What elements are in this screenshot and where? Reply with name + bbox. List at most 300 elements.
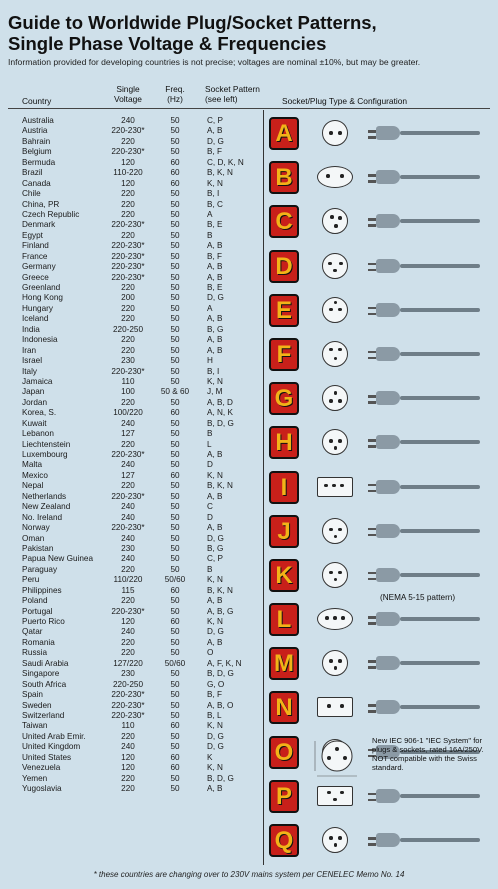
country-cell: United Arab Emir. [22,731,86,741]
pattern-cell: H [207,356,213,366]
voltage-cell: 220-230* [111,710,145,720]
voltage-cell: 240 [121,418,135,428]
country-cell: Qatar [22,627,43,637]
header-pattern: Socket Pattern (see left) [205,84,260,104]
socket-pin [338,528,342,532]
socket-pin [329,439,333,443]
voltage-cell: 220 [121,314,135,324]
type-letter-badge [269,250,299,283]
pattern-cell: D, G [207,731,224,741]
socket-icon [317,697,353,717]
frequency-cell: 50 [170,251,180,261]
country-cell: Brazil [22,168,43,178]
pattern-cell: B, I [207,366,220,376]
plug-cord [400,794,480,798]
plug-cord [400,264,480,268]
plug-prong [368,130,376,133]
type-letter: O [274,738,294,766]
frequency-cell: 50 [170,742,180,752]
table-row [0,732,262,742]
frequency-cell: 60 [170,178,180,188]
frequency-cell: 50/60 [164,575,186,585]
pattern-cell: K, N [207,470,223,480]
table-row [0,419,262,429]
plug-type-row [264,464,494,508]
frequency-cell: 50 [170,439,180,449]
type-letter: I [280,473,288,501]
country-cell: Oman [22,533,45,543]
country-cell: Denmark [22,220,56,230]
socket-pin [332,484,336,488]
frequency-cell: 50 [170,126,180,136]
frequency-cell: 50 [170,784,180,793]
voltage-cell: 220-230* [111,241,145,251]
country-cell: Pakistan [22,543,54,553]
plug-prong [368,616,376,619]
voltage-cell: 220 [121,481,135,491]
header-divider [8,108,490,109]
country-cell: Kuwait [22,418,47,428]
frequency-cell: 60 [170,752,180,762]
voltage-cell: 200 [121,293,135,303]
header-country: Country [22,96,52,106]
frequency-cell: 50 [170,147,180,157]
country-cell: Jamaica [22,376,53,386]
socket-pin [326,174,330,178]
plug-prong [368,572,376,575]
voltage-cell: 240 [121,742,135,752]
frequency-cell: 50 [170,491,180,501]
country-cell: Saudi Arabia [22,658,69,668]
plug-icon [376,829,486,851]
pattern-cell: A, B [207,335,223,345]
voltage-cell: 220 [121,439,135,449]
pattern-cell: B, D, G [207,418,234,428]
voltage-cell: 240 [121,512,135,522]
socket-pin [329,836,333,840]
plug-body [376,568,400,582]
socket-icon [322,518,348,544]
plug-body [376,656,400,670]
voltage-cell: 110-220 [113,168,143,178]
country-cell: Peru [22,575,40,585]
socket-pin [338,399,342,403]
country-cell: Germany [22,262,56,272]
table-row [0,335,262,345]
pattern-cell: A, B [207,345,223,355]
plug-prong [368,263,376,266]
table-row [0,429,262,439]
socket-pin [338,439,342,443]
type-letter-badge [269,205,299,238]
voltage-cell: 115 [121,585,135,595]
pattern-cell: B, F [207,690,223,700]
type-letter: C [275,208,293,236]
table-row [0,231,262,241]
pattern-cell: C, P [207,554,223,564]
frequency-cell: 50 [170,533,180,543]
voltage-cell: 220-230* [111,126,145,136]
table-row [0,356,262,366]
frequency-cell: 50 [170,324,180,334]
table-row [0,241,262,251]
plug-cord [400,219,480,223]
table-row [0,293,262,303]
pattern-cell: B [207,429,213,439]
socket-pin [329,659,333,663]
pattern-cell: A, B [207,272,223,282]
country-cell: India [22,324,40,334]
socket-icon [317,477,353,497]
voltage-cell: 220-230* [111,491,145,501]
voltage-cell: 220-230* [111,690,145,700]
frequency-cell: 50 [170,376,180,386]
plug-prong [368,395,376,398]
socket-pin [325,616,329,620]
plug-prong [368,799,376,802]
frequency-cell: 50 [170,429,180,439]
plug-body [376,170,400,184]
country-cell: Indonesia [22,335,58,345]
pattern-cell: A, B [207,523,223,533]
table-row [0,607,262,617]
pattern-cell: G, O [207,679,225,689]
table-row [0,346,262,356]
country-cell: Netherlands [22,491,67,501]
country-cell: Czech Republic [22,209,80,219]
type-letter-badge [269,824,299,857]
voltage-cell: 220-230* [111,450,145,459]
country-cell: Spain [22,690,43,700]
country-cell: Russia [22,648,48,658]
pattern-cell: B, C [207,199,223,209]
voltage-cell: 230 [121,669,135,679]
header-frequency: Freq. (Hz) [165,84,185,104]
pattern-cell: K, N [207,575,223,585]
plug-prong [368,578,376,581]
pattern-cell: B [207,230,213,240]
plug-type-row [264,375,494,419]
plug-body [376,700,400,714]
voltage-cell: 220 [121,283,135,292]
table-row [0,314,262,324]
pattern-cell: D, G [207,136,224,146]
voltage-cell: 220-230* [111,262,145,272]
socket-pin [340,704,344,708]
country-cell: Israel [22,356,43,366]
voltage-cell: 110 [121,721,135,731]
plug-prong [368,660,376,663]
type-letter: J [277,517,291,545]
frequency-cell: 50 [170,648,180,658]
header-types: Socket/Plug Type & Configuration [282,96,408,106]
voltage-cell: 220 [121,335,135,345]
voltage-cell: 240 [121,533,135,543]
plug-prong [368,351,376,354]
voltage-cell: 220 [121,773,135,783]
country-cell: China, PR [22,199,60,209]
table-row [0,168,262,178]
socket-pin [329,131,333,135]
pattern-cell: A, B [207,596,223,606]
frequency-cell: 50 [170,314,180,324]
type-letter-badge [269,117,299,150]
socket-pin [338,308,342,312]
plug-body [376,612,400,626]
voltage-cell: 120 [121,157,135,167]
type-letter-badge [269,294,299,327]
frequency-cell: 50 [170,397,180,407]
frequency-cell: 50 [170,564,180,574]
plug-icon [376,520,486,542]
country-cell: United Kingdom [22,742,81,752]
voltage-cell: 220-230* [111,523,145,533]
plug-type-row [264,596,494,640]
plug-body [376,303,400,317]
table-row [0,565,262,575]
socket-icon [322,297,348,323]
type-letter-badge [269,691,299,724]
pattern-cell: B, I [207,189,220,199]
socket-icon [322,827,348,853]
plug-type-row [264,419,494,463]
voltage-cell: 220-230* [111,606,145,616]
frequency-cell: 50 [170,356,180,366]
pattern-cell: A [207,209,213,219]
country-cell: Bahrain [22,136,51,146]
frequency-cell: 50 [170,460,180,470]
socket-icon [317,166,353,188]
frequency-cell: 60 [170,585,180,595]
plug-type-row [264,198,494,242]
pattern-cell: O [207,648,214,658]
frequency-cell: 50 [170,450,180,459]
frequency-cell: 50 [170,543,180,553]
voltage-cell: 220 [121,648,135,658]
plug-prong [368,180,376,183]
table-row [0,617,262,627]
subtitle: Information provided for developing countries is not precise; voltages are nominal ±10%, but may be greater. [8,57,421,67]
table-row [0,158,262,168]
frequency-cell: 50 [170,679,180,689]
voltage-cell: 220-250 [112,324,144,334]
plug-prong [368,445,376,448]
voltage-cell: 110 [121,376,135,386]
country-cell: Nepal [22,481,44,491]
country-cell: Greenland [22,283,61,292]
socket-pin [327,704,331,708]
voltage-cell: 220 [121,230,135,240]
pattern-cell: A, B [207,126,223,136]
country-cell: Papua New Guinea [22,554,94,564]
country-cell: Mexico [22,470,48,480]
table-row [0,534,262,544]
table-row [0,544,262,554]
socket-pin [338,131,342,135]
country-cell: Belgium [22,147,52,157]
plug-icon [376,387,486,409]
plug-prong [368,224,376,227]
country-cell: Canada [22,178,51,188]
plug-prong [368,218,376,221]
socket-pin [334,391,338,395]
iec-note: New IEC 906-1 "IEC System" for plugs & sockets, rated 16A/250V. NOT compatible with the Swiss standard. [372,736,484,772]
plug-icon [376,696,486,718]
country-cell: Chile [22,189,41,199]
frequency-cell: 60 [170,168,180,178]
table-row [0,147,262,157]
iec-socket-dimension-figure [312,736,362,780]
plug-cord [400,396,480,400]
nema-note: (NEMA 5-15 pattern) [380,593,456,602]
type-letter: F [276,340,292,368]
socket-pin [324,484,328,488]
voltage-cell: 127 [121,470,135,480]
voltage-cell: 220-250 [112,679,144,689]
table-row [0,627,262,637]
socket-icon [317,608,353,630]
pattern-cell: D, G [207,627,224,637]
country-cell: Hungary [22,303,53,313]
plug-icon [376,608,486,630]
pattern-cell: D, G [207,742,224,752]
type-letter: M [274,650,294,678]
pattern-cell: A, B [207,450,223,459]
voltage-cell: 230 [121,543,135,553]
frequency-cell: 50/60 [164,658,186,668]
pattern-cell: A, N, K [207,408,233,418]
voltage-cell: 220 [121,199,135,209]
frequency-cell: 60 [170,617,180,626]
socket-icon [322,429,348,455]
frequency-cell: 50 [170,637,180,647]
table-row [0,471,262,481]
country-cell: Jordan [22,397,48,407]
voltage-cell: 220-230* [111,272,145,282]
country-cell: Australia [22,116,54,125]
frequency-cell: 60 [170,763,180,773]
plug-cord [400,705,480,709]
type-letter-badge [269,426,299,459]
plug-body [376,524,400,538]
plug-cord [400,529,480,533]
frequency-cell: 50 [170,710,180,720]
pattern-cell: A, B [207,241,223,251]
table-row [0,575,262,585]
plug-icon [376,122,486,144]
table-row [0,210,262,220]
socket-icon [322,385,348,411]
pattern-cell: K, N [207,763,223,773]
pattern-cell: A, B, D [207,397,233,407]
plug-type-row [264,110,494,154]
pattern-cell: A, B [207,314,223,324]
plug-cord [400,175,480,179]
voltage-cell: 220 [121,345,135,355]
voltage-cell: 127/220 [113,658,143,668]
country-cell: United States [22,752,72,762]
plug-body [376,347,400,361]
country-cell: Hong Kong [22,293,63,303]
type-letter: P [275,782,292,810]
country-cell: Philippines [22,585,62,595]
voltage-cell: 240 [121,554,135,564]
country-cell: Poland [22,596,48,606]
plug-body [376,259,400,273]
frequency-cell: 50 [170,345,180,355]
voltage-cell: 230 [121,356,135,366]
footnote: * these countries are changing over to 230V mains system per CENELEC Memo No. 14 [93,870,405,879]
plug-icon [376,299,486,321]
frequency-cell: 50 [170,523,180,533]
table-row [0,440,262,450]
plug-prong [368,490,376,493]
voltage-cell: 220-230* [111,220,145,230]
socket-pin [329,571,333,575]
socket-pin [334,224,338,228]
voltage-cell: 220 [121,564,135,574]
page-title: Guide to Worldwide Plug/Socket Patterns, Single Phase Voltage & Frequencies [8,12,377,54]
type-letter-badge [269,559,299,592]
frequency-cell: 50 [170,773,180,783]
type-letter-badge [269,338,299,371]
socket-icon [322,253,348,279]
country-cell: Singapore [22,669,60,679]
plug-icon [376,210,486,232]
type-letter-badge [269,382,299,415]
country-cell: France [22,251,48,261]
frequency-cell: 50 [170,189,180,199]
socket-pin [338,836,342,840]
pattern-cell: A, B [207,637,223,647]
country-cell: Liechtenstein [22,439,71,449]
pattern-cell: D, G [207,533,224,543]
voltage-cell: 220 [121,189,135,199]
plug-prong [368,439,376,442]
voltage-cell: 120 [121,752,135,762]
pattern-cell: K, N [207,178,223,188]
plug-cord [400,485,480,489]
frequency-cell: 50 [170,481,180,491]
voltage-cell: 240 [121,460,135,470]
socket-pin [340,484,344,488]
pattern-cell: K, N [207,617,223,626]
voltage-cell: 220-230* [111,700,145,710]
voltage-cell: 220-230* [111,147,145,157]
pattern-cell: A, B, O [207,700,234,710]
table-row [0,586,262,596]
country-cell: Korea, S. [22,408,57,418]
table-row [0,481,262,491]
socket-icon [322,650,348,676]
country-cell: Taiwan [22,721,48,731]
socket-pin [338,659,342,663]
pattern-cell: B, K, N [207,585,233,595]
country-cell: Romania [22,637,55,647]
table-row [0,523,262,533]
pattern-cell: J, M [207,387,223,397]
pattern-cell: A, F, K, N [207,658,242,668]
socket-pin [329,528,333,532]
pattern-cell: A, B [207,491,223,501]
country-cell: South Africa [22,679,67,689]
voltage-cell: 220 [121,209,135,219]
plug-prong [368,307,376,310]
voltage-cell: 220-230* [111,251,145,261]
frequency-cell: 50 [170,209,180,219]
frequency-cell: 50 [170,502,180,512]
plug-type-row [264,773,494,817]
